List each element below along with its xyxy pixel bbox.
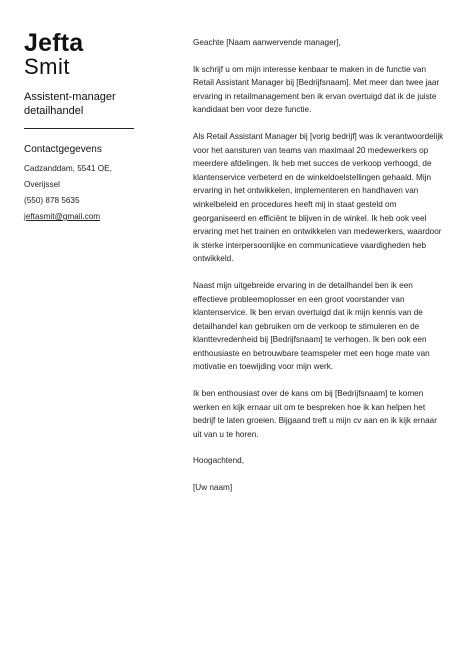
letter-signature: [Uw naam] <box>193 483 233 493</box>
address-line-2: Overijssel <box>24 180 60 189</box>
sidebar-divider <box>24 128 134 129</box>
letter-paragraph: Naast mijn uitgebreide ervaring in de detailhandel ben ik een effectieve probleemoplosser en een groot voorstander van klantenservice. Ik ben ervan overtuigd dat ik mijn kennis van de detailhandel kan gebruiken om de verkoop te stimuleren en de klanttevredenheid bij [Bedrijfsnaam] te verhogen. Ik ben ook een enthousiaste en betrouwbare teamspeler met een hoge mate van motivatie en toewijding voor mijn werk. <box>193 280 430 372</box>
last-name: Smit <box>24 54 70 79</box>
letter-paragraph: Ik schrijf u om mijn interesse kenbaar te maken in de functie van Retail Assistant Manager bij [Bedrijfsnaam]. Met meer dan twee jaar ervaring in retailmanagement ben ik ervan overtuigd dat ik de juiste kandidaat ben voor deze functie. <box>193 64 440 115</box>
letter-body <box>193 36 445 508</box>
contact-heading: Contactgegevens <box>24 144 102 155</box>
email-link[interactable]: jeftasmit@gmail.com <box>24 212 101 221</box>
letter-closing: Hoogachtend, <box>193 456 244 466</box>
letter-paragraph: Als Retail Assistant Manager bij [vorig bedrijf] was ik verantwoordelijk voor het aansturen van teams van maximaal 20 medewerkers op meerdere afdelingen. Ik heb met succes de verkoop verhoogd, de klantenservice verbeterd en de winkeldoelstellingen gehaald. Mijn ervaring in het ontwikkelen, implementeren en handhaven van winkelbeleid en procedures heeft mij in staat gesteld om georganiseerd en efficiënt te blijven in de winkel. Ik heb ook veel ervaring met het trainen en ontwikkelen van medewerkers, waardoor ik sterke interpersoonlijke en communicatieve vaardigheden heb ontwikkeld. <box>193 131 444 264</box>
job-title: Assistent-manager detailhandel <box>24 91 116 117</box>
first-name: Jefta <box>24 29 84 57</box>
letter-greeting: Geachte [Naam aanwervende manager], <box>193 38 341 47</box>
letter-paragraph: Ik ben enthousiast over de kans om bij [Bedrijfsnaam] te komen werken en kijk ernaar uit om te bespreken hoe ik kan helpen het bedrijf te laten groeien. Bijgaand treft u mijn cv aan en ik kijk ernaar uit van u te horen. <box>193 389 437 439</box>
sidebar <box>24 30 136 223</box>
address-line-1: Cadzanddam, 5541 OE, <box>24 164 112 173</box>
phone-number: (550) 878 5635 <box>24 196 80 205</box>
